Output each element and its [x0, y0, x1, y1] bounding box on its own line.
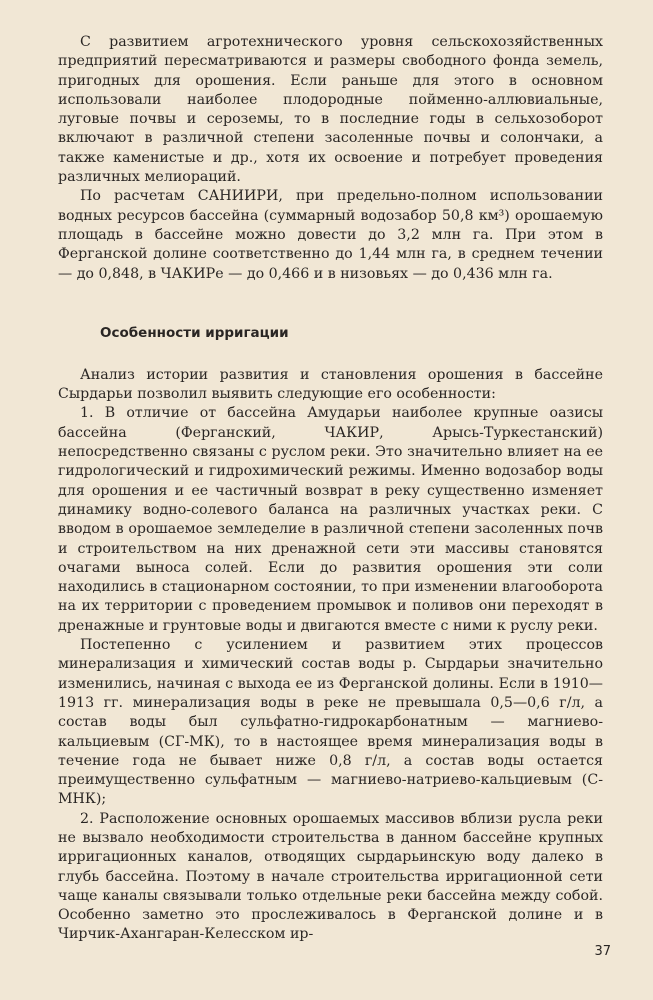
paragraph-agrotech: С развитием агротехнического уровня сельскохозяйственных предприятий пересматриваются и размеры свободного фонда земель, пригодных для орошения. Если раньше для этого в основном использовали наиболее плодородные пойменно-аллювиальные, луговые почвы и сероземы, то в последние годы в сельхозоборот включают в различной степени засоленные почвы и солончаки, а также каменистые и др., хотя их освоение и потребует проведения различных мелиораций. — [58, 34, 603, 186]
paragraph-analysis-intro: Анализ истории развития и становления орошения в бассейне Сырдарьи позволил выявить следующие его особенности: — [58, 366, 603, 403]
paragraph-mineralization: Постепенно с усилением и развитием этих процессов минерализация и химический состав воды р. Сырдарьи значительно изменились, начиная с выхода ее из Ферганской долины. Если в 1910—1913 гг. минерализация воды в реке не превышала 0,5—0,6 г/л, а состав воды был сульфатно-гидрокарбонатным — магниево-кальциевым (СГ-МК), то в настоящее время минерализация воды в течение года не бывает ниже 0,8 г/л, а состав воды остается преимущественно сульфатным — магниево-натриево-кальциевым (С-МНК); — [58, 637, 603, 808]
paragraph-feature-1: 1. В отличие от бассейна Амударьи наиболее крупные оазисы бассейна (Ферганский, ЧАКИР, Арысь-Туркестанский) непосредственно связаны с руслом реки. Это значительно влияет на ее гидрологический и гидрохимический режимы. Именно водозабор воды для орошения и ее частичный возврат в реку существенно изменяет динамику водно-солевого баланса на различных участках реки. С вводом в орошаемое земледелие в различной степени засоленных почв и строительством на них дренажной сети эти массивы становятся очагами выноса солей. Если до развития орошения эти соли находились в стационарном состоянии, то при изменении влагооборота на их территории с проведением промывок и поливов они переходят в дренажные и грунтовые воды и двигаются вместе с ними к руслу реки. — [58, 405, 603, 634]
paragraph-feature-2: 2. Расположение основных орошаемых массивов вблизи русла реки не вызвало необходимости строительства в данном бассейне крупных ирригационных каналов, отводящих сырдарьинскую воду далеко в глубь бассейна. Поэтому в начале строительства ирригационной сети чаще каналы связывали только отдельные реки бассейна между собой. Особенно заметно это прослеживалось в Ферганской долине и в Чирчик-Ахангаран-Келесском ир- — [58, 810, 603, 943]
paragraph-saniiri-calc: По расчетам САНИИРИ, при предельно-полном использовании водных ресурсов бассейна (суммарный водозабор 50,8 км³) орошаемую площадь в бассейне можно довести до 3,2 млн га. При этом в Ферганской долине соответственно до 1,44 млн га, в среднем течении — до 0,848, в ЧАКИРе — до 0,466 и в низовьях — до 0,436 млн га. — [58, 188, 603, 282]
page-number: 37 — [594, 944, 611, 959]
section-heading: Особенности ирригации — [100, 324, 289, 341]
